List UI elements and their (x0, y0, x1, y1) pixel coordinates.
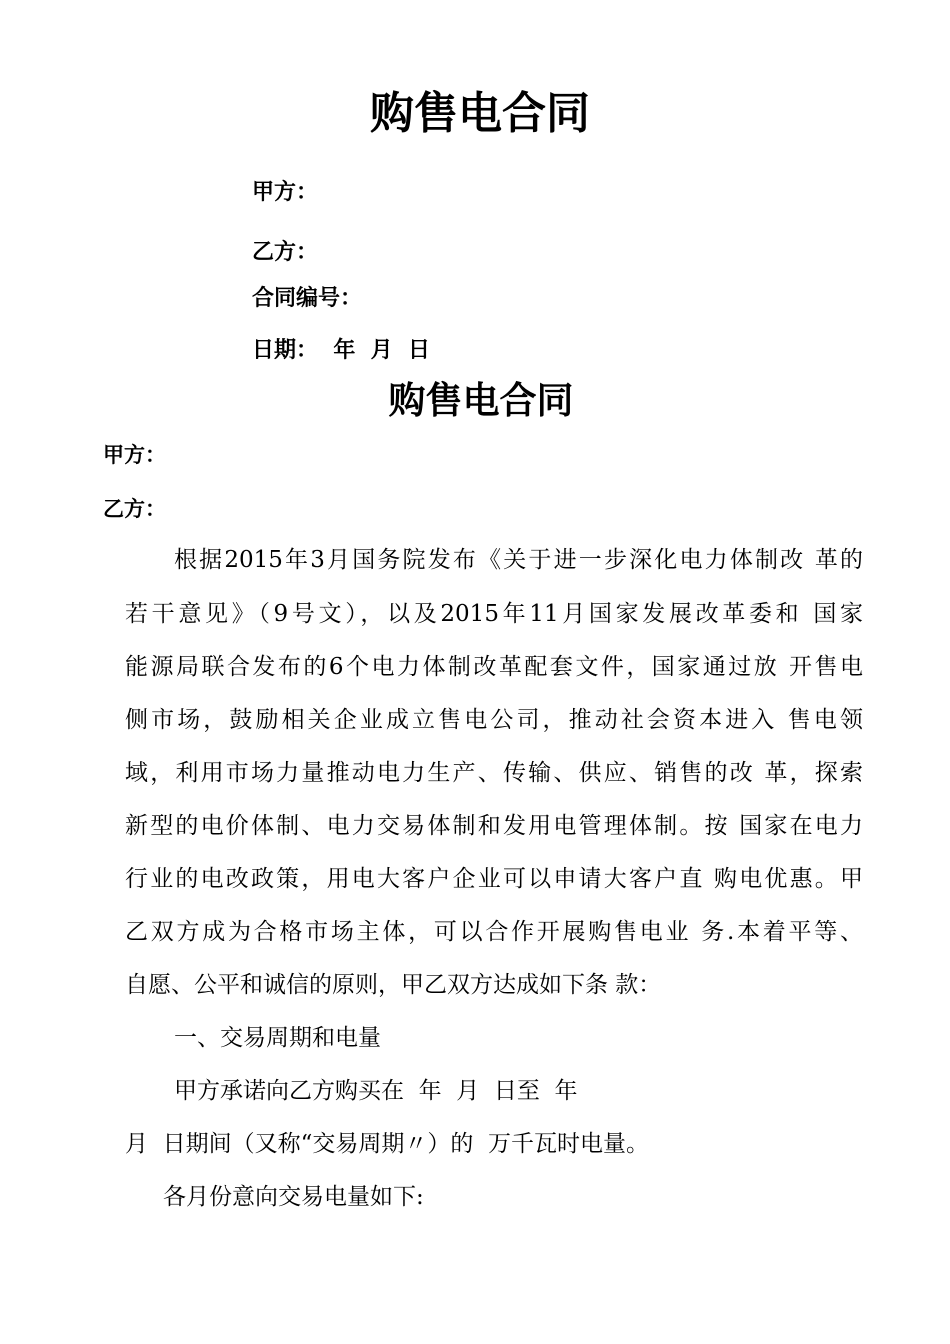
preamble-line: 行业的电改政策，用电大客户企业可以申请大客户直 购电优惠。甲 (125, 866, 863, 892)
cover-party-b-label: 乙方： (252, 240, 319, 265)
preamble-line: 能源局联合发布的6个电力体制改革配套文件，国家通过放 开售电 (125, 654, 863, 680)
preamble-line: 乙双方成为合格市场主体，可以合作开展购售电业 务.本着平等、 (125, 919, 863, 945)
preamble-line: 新型的电价体制、电力交易体制和发用电管理体制。按 国家在电力 (125, 813, 863, 839)
preamble-line: 域，利用市场力量推动电力生产、传输、供应、销售的改 革，探索 (125, 760, 863, 786)
contract-title: 购售电合同 (388, 379, 574, 422)
cover-title: 购售电合同 (370, 88, 590, 139)
trading-period-line: 甲方承诺向乙方购买在 年 月 日至 年 (174, 1078, 578, 1104)
preamble-line: 自愿、公平和诚信的原则，甲乙双方达成如下条 款： (125, 972, 662, 998)
preamble-line: 若干意见》（9号文），以及2015年11月国家发展改革委和 国家 (125, 601, 863, 627)
section-heading-trading-period: 一、交易周期和电量 (174, 1025, 381, 1051)
preamble-line: 根据2015年3月国务院发布《关于进一步深化电力体制改 革的 (174, 547, 863, 573)
cover-party-a-label: 甲方： (252, 180, 319, 205)
party-b-label: 乙方： (103, 497, 166, 521)
cover-date-line: 日期： 年 月 日 (252, 338, 430, 363)
monthly-volume-intro: 各月份意向交易电量如下: (163, 1184, 424, 1210)
cover-contract-number-label: 合同编号： (252, 286, 363, 311)
preamble-line: 侧市场，鼓励相关企业成立售电公司，推动社会资本进入 售电领 (125, 707, 863, 733)
trading-period-line: 月 日期间（又称“交易周期〃）的 万千瓦时电量。 (125, 1131, 650, 1157)
party-a-label: 甲方： (103, 443, 166, 467)
